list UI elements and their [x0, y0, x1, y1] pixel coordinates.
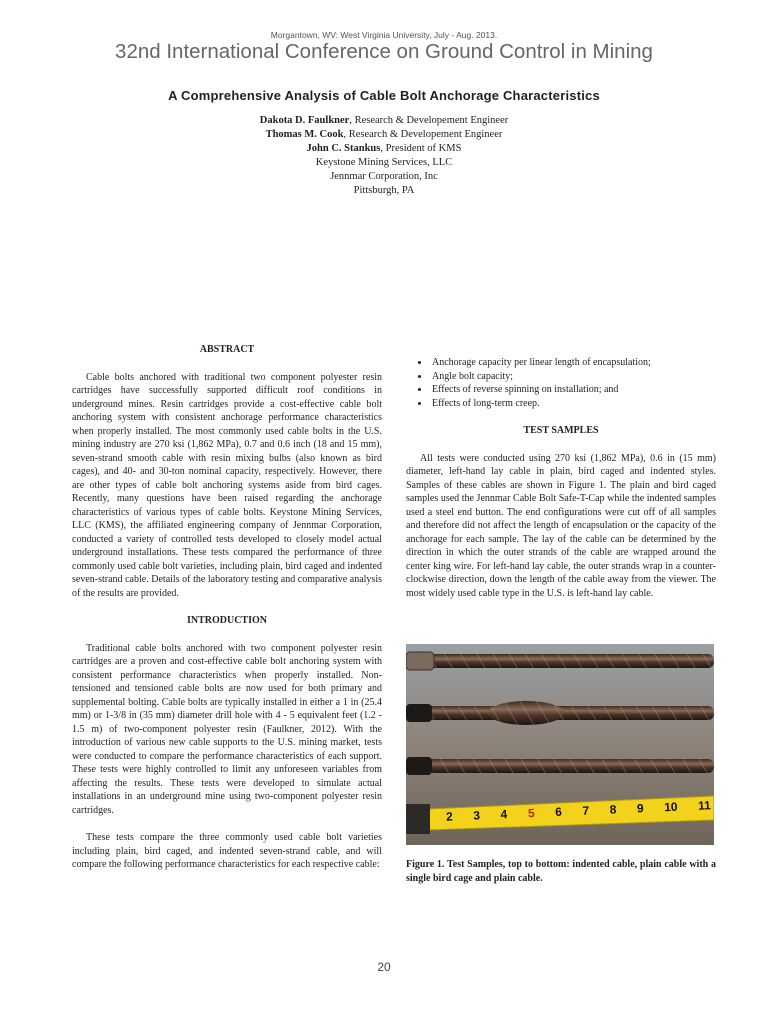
paper-title: A Comprehensive Analysis of Cable Bolt Anchorage Characteristics	[168, 88, 600, 103]
list-item: • Effects of long-term creep.	[430, 397, 716, 411]
plain-cable	[406, 757, 714, 775]
author-role: , Research & Developement Engineer	[349, 115, 509, 126]
affiliation: Keystone Mining Services, LLC	[315, 157, 453, 168]
list-item: • Angle bolt capacity;	[430, 370, 716, 384]
list-item: • Anchorage capacity per linear length of encapsulation;	[430, 356, 716, 370]
tape-number: 10	[663, 799, 678, 815]
tape-number: 8	[609, 802, 617, 817]
author-role: , Research & Developement Engineer	[343, 129, 503, 140]
tape-number: 9	[636, 801, 644, 816]
introduction-paragraph-2: These tests compare the three commonly used cable bolt varieties including plain, bird caged, and indented seven-strand cable, and will compare the following performance characteristics for each respective cable:	[72, 832, 382, 870]
figure-1-caption: Figure 1. Test Samples, top to bottom: indented cable, plain cable with a single bird cage and plain cable.	[406, 859, 716, 884]
affiliation: Jennmar Corporation, Inc	[330, 171, 438, 182]
introduction-paragraph-1: Traditional cable bolts anchored with two component polyester resin cartridges are a proven and cost-effective cable bolt anchoring system with consistent performance characteristics when properly installed. Non-tensioned and tensioned cable bolts are now used for both primary and supplemental bolting. Cable bolts are typically installed in either a 1 in (25.4 mm) or 1-3/8 in (35 mm) diameter drill hole with 4 - 5 equivalent feet (1.2 - 1.5 m) of two-component polyester resin (Faulkner, 2012). With the introduction of various new cable supports to the U.S. mining market, tests were conducted to compare the performance characteristics of each support. These tests were highly controlled to limit any unforeseen variables from affecting the results. These tests were developed to simulate actual installations in an underground mine using two-component polyester resin cartridges.	[72, 642, 382, 816]
tape-number: 7	[582, 803, 590, 818]
author-name: Dakota D. Faulkner	[259, 115, 350, 126]
author-role: , President of KMS	[380, 143, 462, 154]
tape-number: 3	[473, 808, 481, 823]
author-line	[0, 142, 768, 156]
test-samples-heading: TEST SAMPLES	[523, 425, 599, 436]
author-line	[0, 128, 768, 142]
author-name: John C. Stankus	[306, 143, 381, 154]
tape-number: 6	[554, 804, 563, 820]
abstract-text: Cable bolts anchored with traditional two component polyester resin cartridges have successfully supported difficult roof conditions in underground mines. Resin cartridges provide a cost-effective cable bolt anchoring system with consistent anchorage performance characteristics when properly installed. The most commonly used cable bolts in the U.S. mining industry are 270 ksi (1,862 MPa), 0.7 and 0.6 inch (18 and 15 mm), seven-strand smooth cable with resin mixing bulbs (also known as bird cages), and 40- and 30-ton nominal capacity, respectively. However, there are other types of cable bolt anchoring systems aside from bird cages. Recently, many questions have been raised regarding the anchorage characteristics of various types of cable bolts. Keystone Mining Services, LLC (KMS), the affiliated engineering company of Jennmar Corporation, conducted a variety of controlled tests developed to closely model actual underground installations. These tests compared the performance of three commonly used cable bolt varieties, including plain, bird caged and indented seven-strand cable. Details of the laboratory testing and comparative analysis of the results are provided.	[72, 371, 382, 599]
tape-number: 2	[445, 809, 454, 824]
tape-number: 4	[500, 807, 508, 822]
abstract-heading: ABSTRACT	[199, 344, 255, 355]
left-column	[72, 343, 382, 886]
test-samples-text: All tests were conducted using 270 ksi (1,862 MPa), 0.6 in (15 mm) diameter, left-hand lay cable in plain, bird caged and indented styles. Samples of these cables are shown in Figure 1. The plain and bird caged samples used the Jennmar Cable Bolt Safe-T-Cap while the indented samples used a steel end button. The end configurations were cut off of all samples and therefore did not affect the length of encapsulation or the capacity of the anchorage for each sample. The lay of the cable can be determined by the direction in which the outer strands of the cable are wrapped around the center king wire. For left-hand lay cable, the outer strands wrap in a counter-clockwise direction, down the length of the cable away from the viewer. The most widely used cable type in the U.S. is left-hand lay cable.	[406, 452, 716, 599]
characteristics-list	[406, 356, 716, 410]
indented-cable	[406, 652, 714, 670]
right-column	[406, 356, 716, 614]
affiliation: Pittsburgh, PA	[353, 185, 415, 196]
introduction-heading: INTRODUCTION	[186, 615, 267, 626]
header-location: Morgantown, WV: West Virginia University, July - Aug. 2013.	[270, 30, 498, 40]
author-name: Thomas M. Cook	[265, 129, 344, 140]
figure-1-photo	[406, 644, 714, 845]
author-line	[0, 114, 768, 128]
conference-title: 32nd International Conference on Ground Control in Mining	[115, 40, 653, 63]
author-block	[0, 114, 768, 198]
tape-number: 5	[527, 805, 535, 821]
tape-number: 11	[697, 798, 712, 813]
list-item: • Effects of reverse spinning on installation; and	[430, 383, 716, 397]
page-number: 20	[377, 960, 391, 974]
